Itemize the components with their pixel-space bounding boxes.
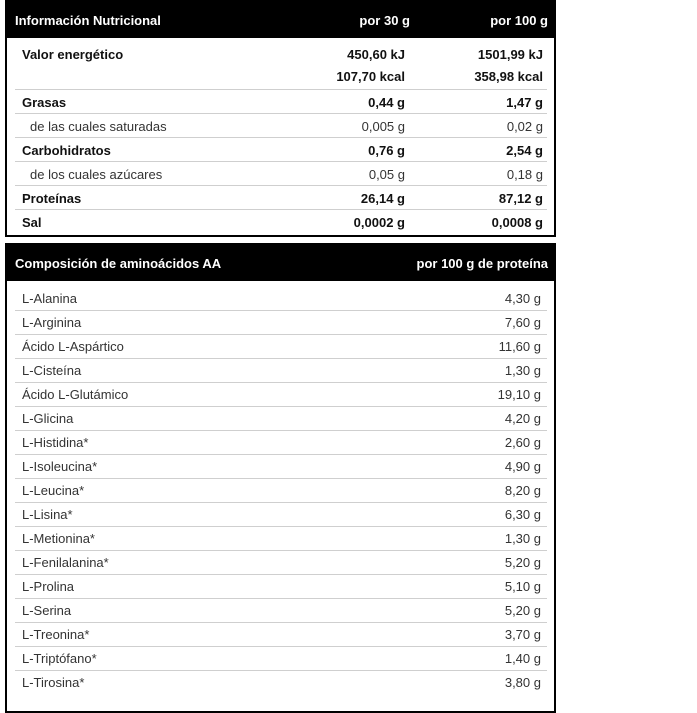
amino-acid-value: 4,90 g [504,459,541,474]
fat-label: Grasas [22,95,67,110]
protein-row [15,186,547,210]
amino-acid-name: L-Lisina* [22,507,73,522]
amino-acid-name: Ácido L-Aspártico [22,339,124,354]
sugars-row [15,162,547,186]
table-row [15,359,547,383]
amino-acid-name: L-Prolina [22,579,75,594]
amino-acid-name: L-Fenilalanina* [22,555,109,570]
energy-row [15,38,547,90]
amino-acid-value: 2,60 g [504,435,541,450]
table-row [15,671,547,694]
amino-acid-value: 19,10 g [497,387,541,402]
fat-30g: 0,44 g [368,95,405,110]
energy-kcal-100g: 358,98 kcal [474,69,543,84]
amino-acid-name: L-Alanina [22,291,77,306]
saturated-row [15,114,547,138]
salt-label: Sal [22,215,42,230]
carbs-100g: 2,54 g [506,143,543,158]
protein-30g: 26,14 g [360,191,405,206]
table-row [15,311,547,335]
amino-acid-value: 7,60 g [504,315,541,330]
table-row [15,599,547,623]
table-row [15,455,547,479]
amino-acid-name: L-Histidina* [22,435,89,450]
table-row [15,335,547,359]
salt-100g: 0,0008 g [491,215,543,230]
amino-acid-value: 8,20 g [504,483,541,498]
carbs-row [15,138,547,162]
amino-title: Composición de aminoácidos AA [15,256,222,271]
carbs-30g: 0,76 g [368,143,405,158]
amino-acid-name: L-Serina [22,603,72,618]
table-row [15,647,547,671]
carbs-label: Carbohidratos [22,143,111,158]
amino-acid-value: 6,30 g [504,507,541,522]
amino-acid-name: L-Tirosina* [22,675,85,690]
amino-acid-value: 1,40 g [504,651,541,666]
table-row [15,623,547,647]
salt-row [15,210,547,233]
amino-acid-value: 1,30 g [504,363,541,378]
amino-acid-value: 3,70 g [504,627,541,642]
nutrition-header [7,2,554,38]
amino-acid-name: L-Triptófano* [22,651,97,666]
amino-acid-table [5,243,556,713]
amino-acid-name: Ácido L-Glutámico [22,387,129,402]
amino-header [7,245,554,281]
energy-label: Valor energético [22,47,124,62]
amino-acid-value: 5,20 g [504,603,541,618]
amino-acid-value: 11,60 g [498,339,541,354]
saturated-label: de las cuales saturadas [30,119,167,134]
table-row [15,503,547,527]
nutrition-table [5,0,556,237]
amino-acid-name: L-Treonina* [22,627,90,642]
saturated-30g: 0,005 g [361,119,405,134]
column-per-30g: por 30 g [359,13,410,28]
amino-acid-value: 3,80 g [504,675,541,690]
fat-100g: 1,47 g [506,95,543,110]
table-row [15,551,547,575]
column-per-100g: por 100 g [490,13,548,28]
table-row [15,407,547,431]
sugars-30g: 0,05 g [368,167,405,182]
saturated-100g: 0,02 g [506,119,543,134]
amino-acid-value: 5,10 g [504,579,541,594]
amino-acid-value: 5,20 g [504,555,541,570]
amino-acid-name: L-Leucina* [22,483,85,498]
amino-acid-name: L-Glicina [22,411,74,426]
salt-30g: 0,0002 g [353,215,405,230]
amino-acid-value: 1,30 g [504,531,541,546]
table-row [15,527,547,551]
protein-100g: 87,12 g [498,191,543,206]
amino-acid-name: L-Cisteína [22,363,82,378]
table-row [15,287,547,311]
nutrition-title: Información Nutricional [15,13,161,28]
protein-label: Proteínas [22,191,82,206]
amino-acid-name: L-Isoleucina* [22,459,98,474]
amino-acid-name: L-Metionina* [22,531,95,546]
table-row [15,479,547,503]
energy-kcal-30g: 107,70 kcal [336,69,405,84]
amino-acid-name: L-Arginina [22,315,82,330]
sugars-100g: 0,18 g [506,167,543,182]
table-row [15,383,547,407]
table-row [15,575,547,599]
table-row [15,431,547,455]
energy-kj-100g: 1501,99 kJ [477,47,543,62]
column-per-100g-protein: por 100 g de proteína [416,256,548,271]
amino-rows [15,287,547,694]
amino-acid-value: 4,20 g [504,411,541,426]
energy-kj-30g: 450,60 kJ [347,47,405,62]
amino-acid-value: 4,30 g [504,291,541,306]
sugars-label: de los cuales azúcares [30,167,163,182]
fat-row [15,90,547,114]
